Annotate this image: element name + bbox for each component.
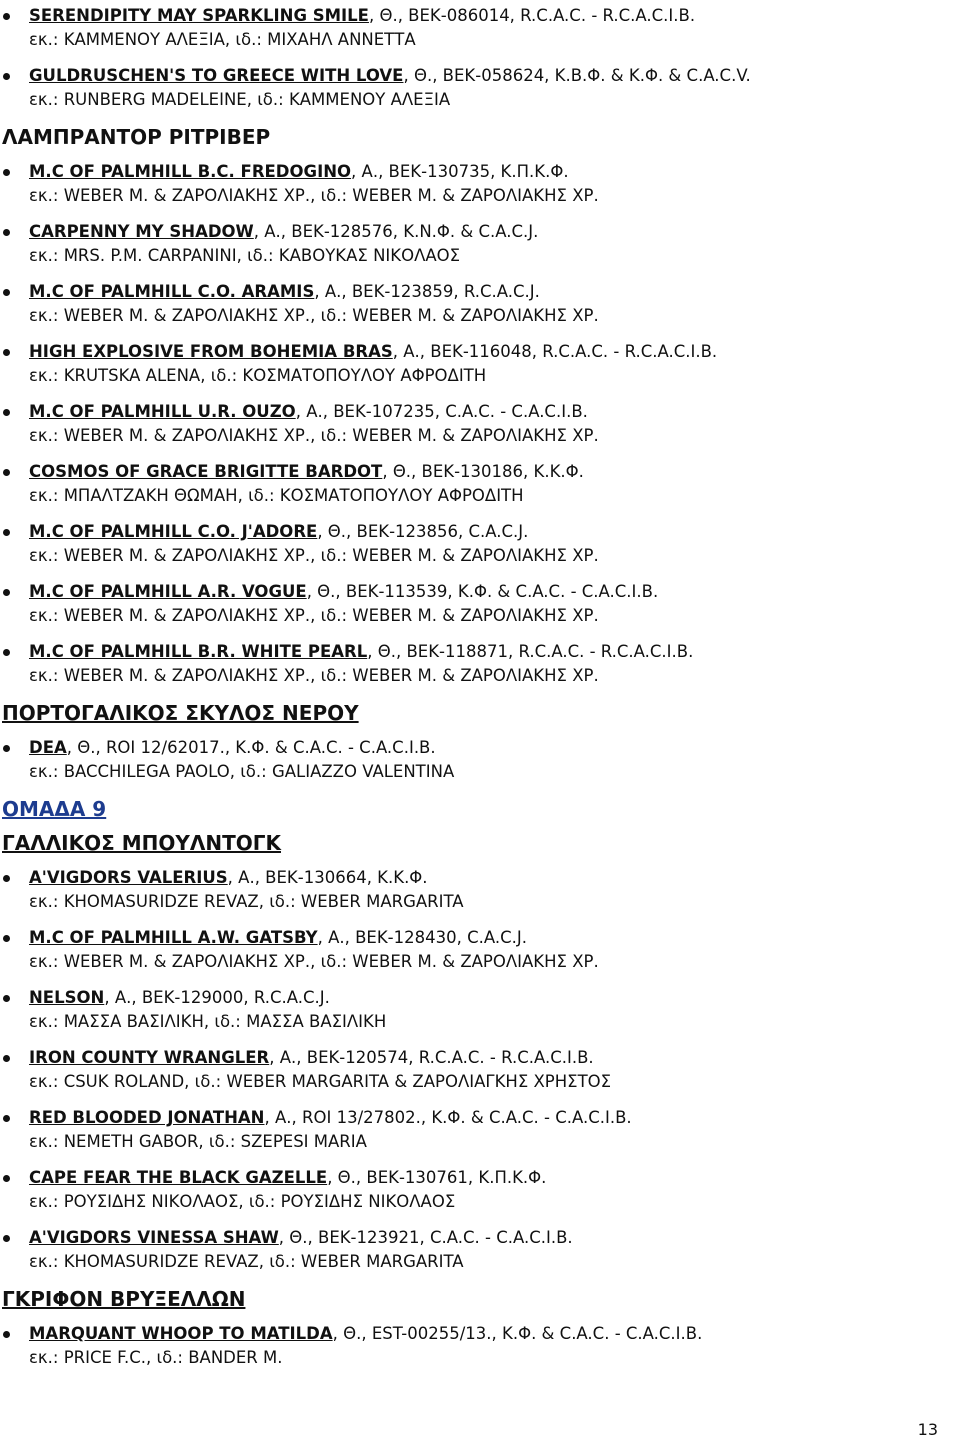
dog-details: , Α., ΒΕΚ-123859, R.C.A.C.J. [314, 282, 540, 301]
dog-details: , Θ., ΒΕΚ-118871, R.C.A.C. - R.C.A.C.I.B. [367, 642, 694, 661]
dog-details: , Α., ΒΕΚ-129000, R.C.A.C.J. [104, 988, 330, 1007]
dog-name: M.C OF PALMHILL U.R. OUZO [29, 402, 296, 421]
dog-owners: εκ.: BACCHILEGA PAOLO, ιδ.: GALIAZZO VALENTINA [29, 762, 455, 781]
dog-name: DEA [29, 738, 67, 757]
list-item [0, 4, 960, 52]
bullet-icon [3, 875, 10, 882]
dog-name: NELSON [29, 988, 105, 1007]
list-item [0, 1106, 960, 1154]
section-breed [0, 1286, 960, 1370]
list-item [0, 340, 960, 388]
bullet-icon [3, 409, 10, 416]
dog-owners: εκ.: WEBER M. & ΖΑΡΟΛΙΑΚΗΣ ΧΡ., ιδ.: WEBER M. & ΖΑΡΟΛΙΑΚΗΣ ΧΡ. [29, 186, 599, 205]
list-item [0, 986, 960, 1034]
dog-owners: εκ.: WEBER M. & ΖΑΡΟΛΙΑΚΗΣ ΧΡ., ιδ.: WEBER M. & ΖΑΡΟΛΙΑΚΗΣ ΧΡ. [29, 306, 599, 325]
dog-name: A'VIGDORS VINESSA SHAW [29, 1228, 279, 1247]
dog-details: , Α., ΒΕΚ-130735, Κ.Π.Κ.Φ. [351, 162, 569, 181]
list-item [0, 926, 960, 974]
dog-name: M.C OF PALMHILL C.O. ARAMIS [29, 282, 315, 301]
dog-name: HIGH EXPLOSIVE FROM BOHEMIA BRAS [29, 342, 393, 361]
dog-details: , Θ., EST-00255/13., Κ.Φ. & C.A.C. - C.A.C.I.B. [332, 1324, 703, 1343]
bullet-icon [3, 995, 10, 1002]
bullet-icon [3, 935, 10, 942]
list-item [0, 866, 960, 914]
dog-name: GULDRUSCHEN'S TO GREECE WITH LOVE [29, 66, 404, 85]
dog-owners: εκ.: WEBER M. & ΖΑΡΟΛΙΑΚΗΣ ΧΡ., ιδ.: WEBER M. & ΖΑΡΟΛΙΑΚΗΣ ΧΡ. [29, 952, 599, 971]
dog-name: M.C OF PALMHILL B.C. FREDOGINO [29, 162, 352, 181]
bullet-icon [3, 169, 10, 176]
bullet-icon [3, 229, 10, 236]
bullet-icon [3, 469, 10, 476]
dog-owners: εκ.: ΜΠΑΛΤΖΑΚΗ ΘΩΜΑΗ, ιδ.: ΚΟΣΜΑΤΟΠΟΥΛΟΥ ΑΦΡΟΔΙΤΗ [29, 486, 524, 505]
dog-owners: εκ.: WEBER M. & ΖΑΡΟΛΙΑΚΗΣ ΧΡ., ιδ.: WEBER M. & ΖΑΡΟΛΙΑΚΗΣ ΧΡ. [29, 546, 599, 565]
dog-owners: εκ.: PRICE F.C., ιδ.: BANDER M. [29, 1348, 283, 1367]
dog-owners: εκ.: CSUK ROLAND, ιδ.: WEBER MARGARITA & ΖΑΡΟΛΙΑΓΚΗΣ ΧΡΗΣΤΟΣ [29, 1072, 612, 1091]
section-breed [0, 700, 960, 784]
bullet-icon [3, 1055, 10, 1062]
list-item [0, 1226, 960, 1274]
list-item [0, 736, 960, 784]
dog-name: COSMOS OF GRACE BRIGITTE BARDOT [29, 462, 383, 481]
section-breed [0, 124, 960, 688]
bullet-icon [3, 745, 10, 752]
dog-details: , Θ., ΒΕΚ-130186, Κ.Κ.Φ. [382, 462, 584, 481]
dog-details: , Θ., ΒΕΚ-086014, R.C.A.C. - R.C.A.C.I.B. [368, 6, 696, 25]
bullet-icon [3, 589, 10, 596]
bullet-icon [3, 1115, 10, 1122]
dog-name: SERENDIPITY MAY SPARKLING SMILE [29, 6, 369, 25]
dog-name: M.C OF PALMHILL B.R. WHITE PEARL [29, 642, 368, 661]
bullet-icon [3, 349, 10, 356]
dog-owners: εκ.: KHOMASURIDZE REVAZ, ιδ.: WEBER MARGARITA [29, 892, 464, 911]
group-title: ΟΜΑΔΑ 9 [2, 797, 107, 821]
list-item [0, 280, 960, 328]
dog-owners: εκ.: MRS. P.M. CARPANINI, ιδ.: ΚΑΒΟΥΚΑΣ ΝΙΚΟΛΑΟΣ [29, 246, 461, 265]
list-item [0, 520, 960, 568]
list-item [0, 160, 960, 208]
bullet-icon [3, 73, 10, 80]
list-item [0, 400, 960, 448]
dog-owners: εκ.: ΚΑΜΜΕΝΟΥ ΑΛΕΞΙΑ, ιδ.: ΜΙΧΑΗΛ ΑΝΝΕΤΤΑ [29, 30, 416, 49]
list-item [0, 1322, 960, 1370]
section-breed [0, 796, 960, 1274]
dog-owners: εκ.: WEBER M. & ΖΑΡΟΛΙΑΚΗΣ ΧΡ., ιδ.: WEBER M. & ΖΑΡΟΛΙΑΚΗΣ ΧΡ. [29, 606, 599, 625]
list-item [0, 1166, 960, 1214]
dog-details: , Θ., ROI 12/62017., Κ.Φ. & C.A.C. - C.A.C.I.B. [66, 738, 436, 757]
dog-owners: εκ.: NEMETH GABOR, ιδ.: SZEPESI MARIA [29, 1132, 367, 1151]
breed-heading: ΛΑΜΠΡΑΝΤΟΡ ΡΙΤΡΙΒΕΡ [2, 125, 271, 149]
dog-owners: εκ.: ΜΑΣΣΑ ΒΑΣΙΛΙΚΗ, ιδ.: ΜΑΣΣΑ ΒΑΣΙΛΙΚΗ [29, 1012, 387, 1031]
dog-name: A'VIGDORS VALERIUS [29, 868, 228, 887]
list-item [0, 580, 960, 628]
dog-details: , Α., ΒΕΚ-120574, R.C.A.C. - R.C.A.C.I.B. [269, 1048, 594, 1067]
section-continuation [0, 0, 960, 112]
list-item [0, 220, 960, 268]
bullet-icon [3, 289, 10, 296]
bullet-icon [3, 1331, 10, 1338]
dog-details: , Α., ΒΕΚ-116048, R.C.A.C. - R.C.A.C.I.B. [392, 342, 718, 361]
dog-details: , Θ., ΒΕΚ-123856, C.A.C.J. [317, 522, 529, 541]
bullet-icon [3, 1235, 10, 1242]
dog-name: M.C OF PALMHILL C.O. J'ADORE [29, 522, 318, 541]
dog-owners: εκ.: ΡΟΥΣΙΔΗΣ ΝΙΚΟΛΑΟΣ, ιδ.: ΡΟΥΣΙΔΗΣ ΝΙΚΟΛΑΟΣ [29, 1192, 456, 1211]
list-item [0, 640, 960, 688]
bullet-icon [3, 529, 10, 536]
dog-name: CARPENNY MY SHADOW [29, 222, 254, 241]
breed-heading: ΓΑΛΛΙΚΟΣ ΜΠΟΥΛΝΤΟΓΚ [2, 831, 281, 855]
bullet-icon [3, 1175, 10, 1182]
dog-name: CAPE FEAR THE BLACK GAZELLE [29, 1168, 328, 1187]
list-item [0, 460, 960, 508]
dog-details: , Θ., ΒΕΚ-123921, C.A.C. - C.A.C.I.B. [278, 1228, 573, 1247]
page-number: 13 [917, 1420, 938, 1439]
breed-heading: ΓΚΡΙΦΟΝ ΒΡΥΞΕΛΛΩΝ [2, 1287, 246, 1311]
dog-details: , Α., ΒΕΚ-128430, C.A.C.J. [317, 928, 527, 947]
bullet-icon [3, 13, 10, 20]
dog-name: M.C OF PALMHILL A.W. GATSBY [29, 928, 318, 947]
dog-owners: εκ.: KRUTSKA ALENA, ιδ.: ΚΟΣΜΑΤΟΠΟΥΛΟΥ ΑΦΡΟΔΙΤΗ [29, 366, 487, 385]
list-item [0, 64, 960, 112]
dog-details: , Θ., ΒΕΚ-130761, Κ.Π.Κ.Φ. [327, 1168, 547, 1187]
list-item [0, 1046, 960, 1094]
bullet-icon [3, 649, 10, 656]
dog-details: , Α., ΒΕΚ-107235, C.A.C. - C.A.C.I.B. [295, 402, 588, 421]
dog-details: , Α., ΒΕΚ-130664, Κ.Κ.Φ. [227, 868, 428, 887]
dog-owners: εκ.: RUNBERG MADELEINE, ιδ.: ΚΑΜΜΕΝΟΥ ΑΛΕΞΙΑ [29, 90, 451, 109]
dog-details: , Α., ROI 13/27802., Κ.Φ. & C.A.C. - C.A.C.I.B. [264, 1108, 632, 1127]
dog-name: MARQUANT WHOOP TO MATILDA [29, 1324, 333, 1343]
dog-name: RED BLOODED JONATHAN [29, 1108, 265, 1127]
dog-owners: εκ.: KHOMASURIDZE REVAZ, ιδ.: WEBER MARGARITA [29, 1252, 464, 1271]
breed-heading: ΠΟΡΤΟΓΑΛΙΚΟΣ ΣΚΥΛΟΣ ΝΕΡΟΥ [2, 701, 359, 725]
dog-owners: εκ.: WEBER M. & ΖΑΡΟΛΙΑΚΗΣ ΧΡ., ιδ.: WEBER M. & ΖΑΡΟΛΙΑΚΗΣ ΧΡ. [29, 666, 599, 685]
dog-owners: εκ.: WEBER M. & ΖΑΡΟΛΙΑΚΗΣ ΧΡ., ιδ.: WEBER M. & ΖΑΡΟΛΙΑΚΗΣ ΧΡ. [29, 426, 599, 445]
dog-name: M.C OF PALMHILL A.R. VOGUE [29, 582, 307, 601]
dog-name: IRON COUNTY WRANGLER [29, 1048, 270, 1067]
dog-details: , Θ., ΒΕΚ-113539, Κ.Φ. & C.A.C. - C.A.C.I.B. [306, 582, 659, 601]
dog-details: , Θ., ΒΕΚ-058624, Κ.Β.Φ. & Κ.Φ. & C.A.C.V. [403, 66, 751, 85]
dog-details: , Α., ΒΕΚ-128576, Κ.Ν.Φ. & C.A.C.J. [253, 222, 539, 241]
